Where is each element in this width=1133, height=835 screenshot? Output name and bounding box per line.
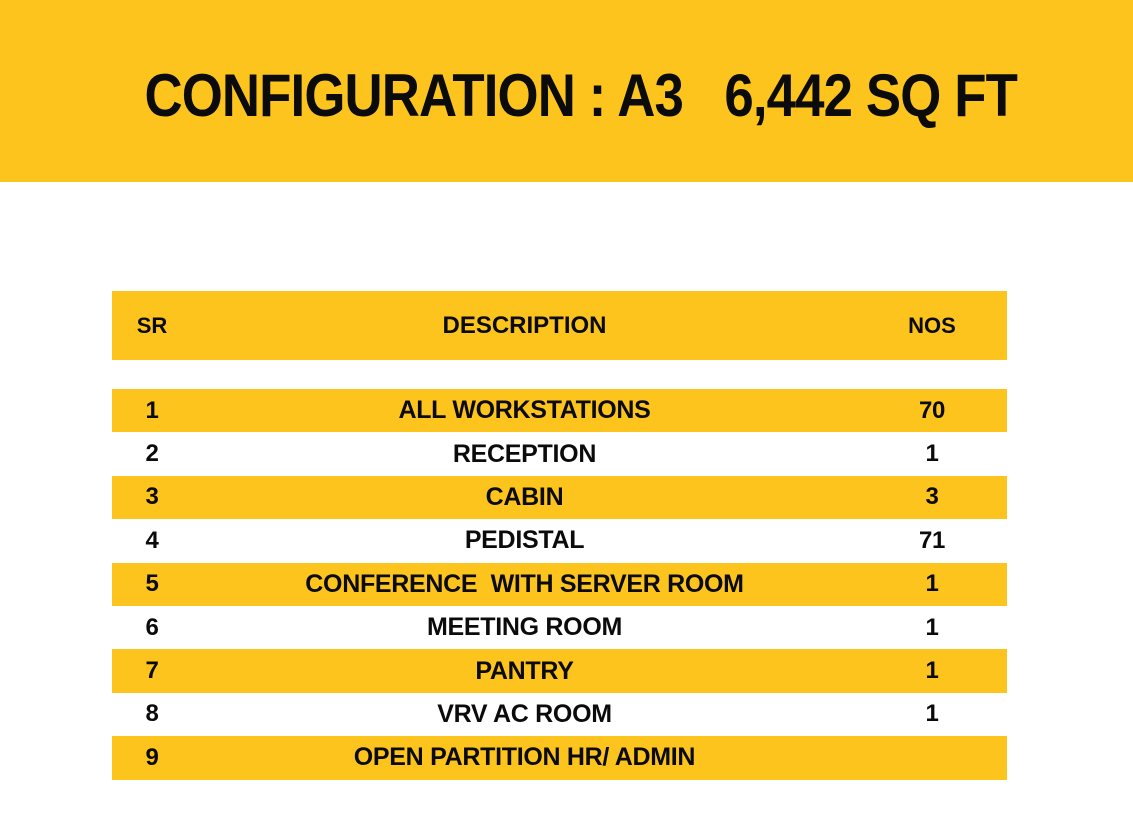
table-body	[112, 389, 1007, 780]
cell-description: CABIN	[485, 482, 564, 511]
cell-description: ALL WORKSTATIONS	[398, 396, 651, 425]
cell-sr: 2	[145, 440, 159, 468]
cell-nos: 1	[925, 440, 939, 468]
cell-description: CONFERENCE WITH SERVER ROOM	[305, 569, 744, 598]
table-row	[112, 519, 1007, 562]
cell-nos: 1	[925, 613, 939, 641]
cell-description: OPEN PARTITION HR/ ADMIN	[353, 743, 696, 772]
cell-nos: 3	[925, 483, 939, 511]
cell-sr: 9	[145, 743, 159, 771]
cell-description: PEDISTAL	[464, 526, 585, 555]
table-row	[112, 606, 1007, 649]
title-banner	[0, 0, 1133, 182]
table-row	[112, 476, 1007, 519]
cell-nos: 1	[925, 570, 939, 598]
cell-sr: 1	[145, 396, 159, 424]
header-cell-description: DESCRIPTION	[442, 311, 607, 339]
cell-nos: 71	[918, 526, 946, 554]
cell-nos: 70	[918, 396, 946, 424]
table-row	[112, 736, 1007, 779]
cell-sr: 7	[145, 657, 159, 685]
cell-nos: 1	[925, 700, 939, 728]
cell-sr: 8	[145, 700, 159, 728]
table-row	[112, 693, 1007, 736]
header-body-gap	[112, 360, 1007, 389]
summary-table	[112, 291, 1007, 780]
header-cell-sr: SR	[136, 312, 168, 338]
cell-nos: 1	[925, 657, 939, 685]
cell-sr: 6	[145, 613, 159, 641]
table-header-row	[112, 291, 1007, 360]
cell-description: MEETING ROOM	[426, 613, 622, 642]
cell-sr: 3	[145, 483, 159, 511]
cell-description: VRV AC ROOM	[437, 699, 612, 728]
table-row	[112, 563, 1007, 606]
header-cell-nos: NOS	[908, 312, 956, 338]
table-row	[112, 432, 1007, 475]
cell-sr: 5	[145, 570, 159, 598]
table-row	[112, 389, 1007, 432]
cell-sr: 4	[145, 526, 159, 554]
table-row	[112, 649, 1007, 692]
configuration-title: CONFIGURATION : A3 6,442 SQ FT	[144, 61, 1017, 129]
cell-description: PANTRY	[475, 656, 574, 685]
cell-description: RECEPTION	[452, 439, 597, 468]
